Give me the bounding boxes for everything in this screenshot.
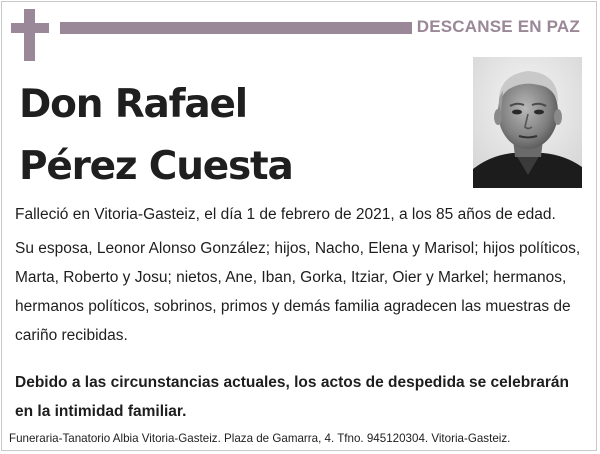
- cross-icon: [11, 9, 49, 61]
- deceased-photo: [473, 57, 582, 188]
- death-line: Falleció en Vitoria-Gasteiz, el día 1 de febrero de 2021, a los 85 años de edad.: [15, 206, 556, 223]
- ceremony-line: Debido a las circunstancias actuales, los actos de despedida se celebrarán: [15, 374, 569, 391]
- family-line: hermanos políticos, sobrinos, primos y demás familia agradecen las muestras de: [15, 298, 571, 315]
- death-announcement: [15, 200, 585, 229]
- header-label: DESCANSE EN PAZ: [416, 17, 580, 36]
- family-line: Marta, Roberto y Josu; nietos, Ane, Iban, Gorka, Itziar, Oier y Markel; hermanos,: [15, 269, 567, 286]
- family-line: Su esposa, Leonor Alonso González; hijos, Nacho, Elena y Marisol; hijos políticos,: [15, 240, 581, 257]
- family-line: cariño recibidas.: [15, 327, 128, 344]
- header-rule: [60, 22, 412, 34]
- ceremony-line: en la intimidad familiar.: [15, 403, 187, 420]
- funeral-home-footer: Funeraria-Tanatorio Albia Vitoria-Gasteiz. Plaza de Gamarra, 4. Tfno. 945120304. Vitoria-Gasteiz.: [9, 432, 511, 445]
- family-paragraph: [15, 234, 585, 350]
- ceremony-paragraph: [15, 368, 585, 426]
- deceased-name-line2: Pérez Cuesta: [19, 144, 293, 189]
- deceased-name-line1: Don Rafael: [19, 82, 247, 127]
